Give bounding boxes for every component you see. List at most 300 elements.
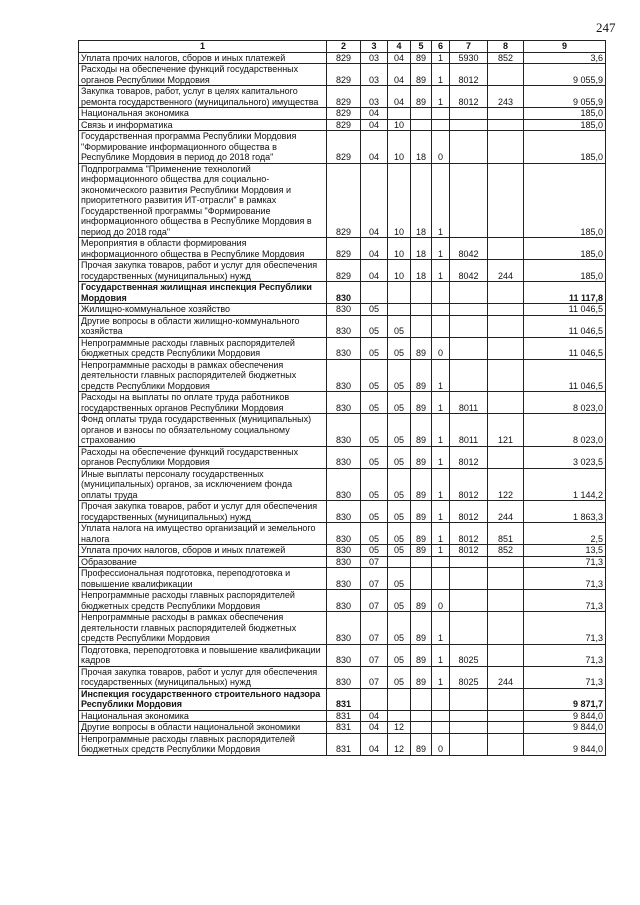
header-row	[79, 41, 606, 53]
table-row	[79, 688, 606, 710]
amount-cell: 11 046,5	[524, 304, 606, 316]
amount-cell: 71,3	[524, 556, 606, 568]
expense-code-cell	[450, 359, 488, 392]
subprogram-code-cell: 1	[432, 163, 450, 238]
subprogram-code-cell	[432, 282, 450, 304]
subsection-code-cell: 05	[388, 446, 411, 468]
section-code-cell: 04	[361, 163, 388, 238]
subsection-code-cell: 10	[388, 260, 411, 282]
subsection-code-cell: 05	[388, 612, 411, 645]
section-code-cell: 07	[361, 666, 388, 688]
header-cell: 8	[488, 41, 524, 53]
section-code-cell: 07	[361, 644, 388, 666]
item-name-cell: Прочая закупка товаров, работ и услуг для обеспечения государственных (муниципальных) нужд	[79, 260, 327, 282]
header-cell: 9	[524, 41, 606, 53]
expense-type-code-cell: 121	[488, 414, 524, 447]
expense-code-cell	[450, 119, 488, 131]
section-code-cell: 04	[361, 238, 388, 260]
expense-type-code-cell	[488, 108, 524, 120]
amount-cell: 9 871,7	[524, 688, 606, 710]
admin-code-cell: 830	[327, 556, 361, 568]
expense-code-cell	[450, 590, 488, 612]
subprogram-code-cell: 1	[432, 545, 450, 557]
admin-code-cell: 830	[327, 282, 361, 304]
item-name-cell: Уплата прочих налогов, сборов и иных платежей	[79, 545, 327, 557]
subsection-code-cell: 04	[388, 64, 411, 86]
item-name-cell: Другие вопросы в области жилищно-коммунального хозяйства	[79, 315, 327, 337]
expense-type-code-cell	[488, 446, 524, 468]
subprogram-code-cell	[432, 568, 450, 590]
amount-cell: 185,0	[524, 163, 606, 238]
admin-code-cell: 830	[327, 304, 361, 316]
program-code-cell: 89	[411, 644, 432, 666]
subsection-code-cell: 05	[388, 359, 411, 392]
subsection-code-cell: 04	[388, 86, 411, 108]
program-code-cell: 89	[411, 468, 432, 501]
admin-code-cell: 829	[327, 131, 361, 164]
subsection-code-cell: 05	[388, 568, 411, 590]
page-number: 247	[596, 20, 616, 35]
subprogram-code-cell: 1	[432, 666, 450, 688]
expense-code-cell: 8012	[450, 545, 488, 557]
program-code-cell	[411, 568, 432, 590]
section-code-cell: 07	[361, 612, 388, 645]
amount-cell: 185,0	[524, 131, 606, 164]
item-name-cell: Государственная жилищная инспекция Республики Мордовия	[79, 282, 327, 304]
table-row	[79, 131, 606, 164]
expense-type-code-cell	[488, 688, 524, 710]
table-row	[79, 337, 606, 359]
header-cell: 7	[450, 41, 488, 53]
subprogram-code-cell: 1	[432, 52, 450, 64]
table-row	[79, 612, 606, 645]
subprogram-code-cell	[432, 556, 450, 568]
program-code-cell: 89	[411, 733, 432, 755]
expense-type-code-cell	[488, 644, 524, 666]
expense-code-cell	[450, 568, 488, 590]
subsection-code-cell: 05	[388, 414, 411, 447]
expense-type-code-cell	[488, 163, 524, 238]
amount-cell: 185,0	[524, 260, 606, 282]
expense-type-code-cell	[488, 710, 524, 722]
admin-code-cell: 831	[327, 733, 361, 755]
table-row	[79, 52, 606, 64]
section-code-cell: 05	[361, 337, 388, 359]
table-row	[79, 304, 606, 316]
section-code-cell	[361, 688, 388, 710]
admin-code-cell: 830	[327, 468, 361, 501]
item-name-cell: Жилищно-коммунальное хозяйство	[79, 304, 327, 316]
admin-code-cell: 829	[327, 52, 361, 64]
table-row	[79, 722, 606, 734]
section-code-cell: 04	[361, 722, 388, 734]
section-code-cell: 04	[361, 131, 388, 164]
expense-code-cell	[450, 163, 488, 238]
program-code-cell: 89	[411, 359, 432, 392]
item-name-cell: Непрограммные расходы главных распорядителей бюджетных средств Республики Мордовия	[79, 733, 327, 755]
item-name-cell: Непрограммные расходы в рамках обеспечения деятельности главных распорядителей бюджетных средств Республики Мордовия	[79, 612, 327, 645]
header-cell: 6	[432, 41, 450, 53]
section-code-cell: 05	[361, 304, 388, 316]
admin-code-cell: 830	[327, 612, 361, 645]
section-code-cell: 03	[361, 52, 388, 64]
admin-code-cell: 830	[327, 315, 361, 337]
section-code-cell: 05	[361, 359, 388, 392]
subprogram-code-cell: 1	[432, 64, 450, 86]
admin-code-cell: 830	[327, 666, 361, 688]
subsection-code-cell: 05	[388, 315, 411, 337]
item-name-cell: Подпрограмма "Применение технологий информационного общества для социально-экономического развития Республики Мордовия и приоритетного развития ИТ-отрасли" в рамках Государственной программы "Формирование информационного общества в Республике Мордовия в период до 2018 года"	[79, 163, 327, 238]
admin-code-cell: 830	[327, 392, 361, 414]
admin-code-cell: 830	[327, 446, 361, 468]
section-code-cell: 05	[361, 392, 388, 414]
table-row	[79, 710, 606, 722]
item-name-cell: Мероприятия в области формирования информационного общества в Республике Мордовия	[79, 238, 327, 260]
expense-code-cell: 8025	[450, 644, 488, 666]
admin-code-cell: 829	[327, 119, 361, 131]
expense-code-cell: 8012	[450, 523, 488, 545]
expense-code-cell: 8025	[450, 666, 488, 688]
subprogram-code-cell: 1	[432, 359, 450, 392]
expense-type-code-cell: 852	[488, 545, 524, 557]
section-code-cell: 05	[361, 446, 388, 468]
item-name-cell: Инспекция государственного строительного надзора Республики Мордовия	[79, 688, 327, 710]
expense-type-code-cell	[488, 337, 524, 359]
expense-code-cell	[450, 733, 488, 755]
amount-cell: 9 844,0	[524, 733, 606, 755]
subprogram-code-cell: 1	[432, 392, 450, 414]
expense-code-cell: 8011	[450, 414, 488, 447]
subprogram-code-cell: 1	[432, 238, 450, 260]
table-row	[79, 568, 606, 590]
expense-code-cell: 8012	[450, 86, 488, 108]
admin-code-cell: 830	[327, 337, 361, 359]
amount-cell: 9 055,9	[524, 64, 606, 86]
program-code-cell: 89	[411, 545, 432, 557]
amount-cell: 9 844,0	[524, 710, 606, 722]
subsection-code-cell	[388, 688, 411, 710]
subsection-code-cell	[388, 556, 411, 568]
program-code-cell: 89	[411, 52, 432, 64]
amount-cell: 8 023,0	[524, 392, 606, 414]
expense-type-code-cell: 122	[488, 468, 524, 501]
program-code-cell: 89	[411, 590, 432, 612]
program-code-cell	[411, 556, 432, 568]
subprogram-code-cell	[432, 722, 450, 734]
expense-type-code-cell: 243	[488, 86, 524, 108]
expense-type-code-cell	[488, 612, 524, 645]
admin-code-cell: 831	[327, 688, 361, 710]
admin-code-cell: 831	[327, 722, 361, 734]
subprogram-code-cell: 1	[432, 260, 450, 282]
section-code-cell: 05	[361, 414, 388, 447]
item-name-cell: Национальная экономика	[79, 108, 327, 120]
table-row	[79, 86, 606, 108]
expense-code-cell	[450, 315, 488, 337]
expense-code-cell: 8042	[450, 238, 488, 260]
section-code-cell: 05	[361, 501, 388, 523]
amount-cell: 8 023,0	[524, 414, 606, 447]
amount-cell: 185,0	[524, 238, 606, 260]
amount-cell: 185,0	[524, 119, 606, 131]
item-name-cell: Национальная экономика	[79, 710, 327, 722]
item-name-cell: Подготовка, переподготовка и повышение квалификации кадров	[79, 644, 327, 666]
expense-type-code-cell: 851	[488, 523, 524, 545]
table-row	[79, 446, 606, 468]
table-row	[79, 501, 606, 523]
item-name-cell: Уплата налога на имущество организаций и земельного налога	[79, 523, 327, 545]
admin-code-cell: 830	[327, 568, 361, 590]
program-code-cell: 89	[411, 392, 432, 414]
section-code-cell: 07	[361, 568, 388, 590]
table-row	[79, 414, 606, 447]
subprogram-code-cell	[432, 304, 450, 316]
item-name-cell: Образование	[79, 556, 327, 568]
expense-code-cell: 8012	[450, 501, 488, 523]
section-code-cell: 05	[361, 468, 388, 501]
table-row	[79, 644, 606, 666]
subsection-code-cell: 05	[388, 666, 411, 688]
subsection-code-cell: 05	[388, 644, 411, 666]
table-row	[79, 119, 606, 131]
section-code-cell: 04	[361, 119, 388, 131]
subprogram-code-cell: 0	[432, 590, 450, 612]
amount-cell: 1 144,2	[524, 468, 606, 501]
subsection-code-cell: 12	[388, 733, 411, 755]
table-row	[79, 556, 606, 568]
table-row	[79, 163, 606, 238]
subsection-code-cell: 04	[388, 52, 411, 64]
admin-code-cell: 830	[327, 523, 361, 545]
program-code-cell: 89	[411, 666, 432, 688]
amount-cell: 3,6	[524, 52, 606, 64]
amount-cell: 9 055,9	[524, 86, 606, 108]
expense-type-code-cell: 244	[488, 666, 524, 688]
item-name-cell: Связь и информатика	[79, 119, 327, 131]
section-code-cell: 05	[361, 523, 388, 545]
program-code-cell: 89	[411, 414, 432, 447]
expense-code-cell	[450, 722, 488, 734]
subsection-code-cell: 05	[388, 590, 411, 612]
subsection-code-cell	[388, 282, 411, 304]
expense-type-code-cell	[488, 733, 524, 755]
subprogram-code-cell: 1	[432, 612, 450, 645]
program-code-cell: 18	[411, 163, 432, 238]
section-code-cell	[361, 282, 388, 304]
subsection-code-cell	[388, 710, 411, 722]
expense-type-code-cell	[488, 556, 524, 568]
table-row	[79, 523, 606, 545]
amount-cell: 11 117,8	[524, 282, 606, 304]
header-cell: 1	[79, 41, 327, 53]
subsection-code-cell: 05	[388, 468, 411, 501]
table-row	[79, 392, 606, 414]
item-name-cell: Профессиональная подготовка, переподготовка и повышение квалификации	[79, 568, 327, 590]
item-name-cell: Прочая закупка товаров, работ и услуг для обеспечения государственных (муниципальных) нужд	[79, 666, 327, 688]
admin-code-cell: 829	[327, 163, 361, 238]
table-row	[79, 359, 606, 392]
expense-code-cell	[450, 710, 488, 722]
section-code-cell: 04	[361, 710, 388, 722]
program-code-cell	[411, 722, 432, 734]
admin-code-cell: 830	[327, 359, 361, 392]
amount-cell: 71,3	[524, 644, 606, 666]
subprogram-code-cell: 1	[432, 446, 450, 468]
program-code-cell: 18	[411, 131, 432, 164]
expense-code-cell: 8011	[450, 392, 488, 414]
program-code-cell	[411, 688, 432, 710]
expense-code-cell: 5930	[450, 52, 488, 64]
section-code-cell: 07	[361, 556, 388, 568]
subsection-code-cell: 05	[388, 392, 411, 414]
expense-code-cell: 8042	[450, 260, 488, 282]
expense-type-code-cell	[488, 238, 524, 260]
expense-type-code-cell	[488, 304, 524, 316]
subprogram-code-cell: 1	[432, 468, 450, 501]
subsection-code-cell: 05	[388, 545, 411, 557]
table-row	[79, 315, 606, 337]
program-code-cell	[411, 710, 432, 722]
program-code-cell: 18	[411, 238, 432, 260]
budget-table	[78, 40, 606, 756]
header-cell: 4	[388, 41, 411, 53]
program-code-cell: 89	[411, 523, 432, 545]
expense-type-code-cell: 244	[488, 260, 524, 282]
amount-cell: 11 046,5	[524, 315, 606, 337]
expense-code-cell	[450, 612, 488, 645]
expense-code-cell	[450, 688, 488, 710]
expense-code-cell: 8012	[450, 64, 488, 86]
table-row	[79, 108, 606, 120]
expense-code-cell	[450, 556, 488, 568]
subsection-code-cell: 12	[388, 722, 411, 734]
admin-code-cell: 830	[327, 590, 361, 612]
section-code-cell: 04	[361, 108, 388, 120]
subsection-code-cell	[388, 108, 411, 120]
amount-cell: 185,0	[524, 108, 606, 120]
subsection-code-cell: 10	[388, 119, 411, 131]
program-code-cell: 89	[411, 446, 432, 468]
amount-cell: 11 046,5	[524, 359, 606, 392]
admin-code-cell: 831	[327, 710, 361, 722]
section-code-cell: 03	[361, 86, 388, 108]
amount-cell: 71,3	[524, 568, 606, 590]
table-row	[79, 238, 606, 260]
expense-type-code-cell	[488, 131, 524, 164]
item-name-cell: Непрограммные расходы главных распорядителей бюджетных средств Республики Мордовия	[79, 337, 327, 359]
subprogram-code-cell: 0	[432, 131, 450, 164]
subprogram-code-cell: 1	[432, 523, 450, 545]
item-name-cell: Расходы на обеспечение функций государственных органов Республики Мордовия	[79, 446, 327, 468]
program-code-cell	[411, 315, 432, 337]
expense-code-cell	[450, 282, 488, 304]
amount-cell: 13,5	[524, 545, 606, 557]
item-name-cell: Расходы на выплаты по оплате труда работников государственных органов Республики Мордовия	[79, 392, 327, 414]
admin-code-cell: 830	[327, 414, 361, 447]
amount-cell: 2,5	[524, 523, 606, 545]
subsection-code-cell	[388, 304, 411, 316]
program-code-cell	[411, 304, 432, 316]
admin-code-cell: 830	[327, 644, 361, 666]
expense-type-code-cell	[488, 359, 524, 392]
table-row	[79, 733, 606, 755]
expense-code-cell	[450, 304, 488, 316]
header-cell: 2	[327, 41, 361, 53]
table-row	[79, 260, 606, 282]
expense-type-code-cell	[488, 568, 524, 590]
subsection-code-cell: 05	[388, 523, 411, 545]
expense-code-cell	[450, 337, 488, 359]
section-code-cell: 03	[361, 64, 388, 86]
subprogram-code-cell: 1	[432, 414, 450, 447]
table-row	[79, 545, 606, 557]
program-code-cell	[411, 119, 432, 131]
expense-type-code-cell	[488, 119, 524, 131]
program-code-cell	[411, 108, 432, 120]
program-code-cell: 89	[411, 337, 432, 359]
item-name-cell: Государственная программа Республики Мордовия "Формирование информационного общества в Республике Мордовия в период до 2018 года"	[79, 131, 327, 164]
subprogram-code-cell	[432, 119, 450, 131]
expense-code-cell	[450, 108, 488, 120]
subsection-code-cell: 05	[388, 337, 411, 359]
section-code-cell: 07	[361, 590, 388, 612]
subsection-code-cell: 05	[388, 501, 411, 523]
expense-type-code-cell	[488, 722, 524, 734]
program-code-cell: 18	[411, 260, 432, 282]
admin-code-cell: 830	[327, 501, 361, 523]
amount-cell: 71,3	[524, 590, 606, 612]
program-code-cell: 89	[411, 64, 432, 86]
subsection-code-cell: 10	[388, 163, 411, 238]
table-row	[79, 282, 606, 304]
header-cell: 5	[411, 41, 432, 53]
admin-code-cell: 829	[327, 108, 361, 120]
program-code-cell: 89	[411, 501, 432, 523]
program-code-cell: 89	[411, 612, 432, 645]
subsection-code-cell: 10	[388, 131, 411, 164]
admin-code-cell: 829	[327, 260, 361, 282]
expense-type-code-cell	[488, 282, 524, 304]
item-name-cell: Другие вопросы в области национальной экономики	[79, 722, 327, 734]
program-code-cell	[411, 282, 432, 304]
subprogram-code-cell: 1	[432, 86, 450, 108]
program-code-cell: 89	[411, 86, 432, 108]
subprogram-code-cell	[432, 108, 450, 120]
item-name-cell: Закупка товаров, работ, услуг в целях капитального ремонта государственного (муниципального) имущества	[79, 86, 327, 108]
subprogram-code-cell	[432, 315, 450, 337]
subprogram-code-cell	[432, 688, 450, 710]
item-name-cell: Фонд оплаты труда государственных (муниципальных) органов и взносы по обязательному социальному страхованию	[79, 414, 327, 447]
amount-cell: 71,3	[524, 612, 606, 645]
item-name-cell: Непрограммные расходы главных распорядителей бюджетных средств Республики Мордовия	[79, 590, 327, 612]
table-row	[79, 590, 606, 612]
item-name-cell: Непрограммные расходы в рамках обеспечения деятельности главных распорядителей бюджетных средств Республики Мордовия	[79, 359, 327, 392]
amount-cell: 11 046,5	[524, 337, 606, 359]
section-code-cell: 04	[361, 260, 388, 282]
amount-cell: 9 844,0	[524, 722, 606, 734]
admin-code-cell: 829	[327, 86, 361, 108]
item-name-cell: Иные выплаты персоналу государственных (муниципальных) органов, за исключением фонда оплаты труда	[79, 468, 327, 501]
subprogram-code-cell: 0	[432, 733, 450, 755]
item-name-cell: Прочая закупка товаров, работ и услуг для обеспечения государственных (муниципальных) нужд	[79, 501, 327, 523]
table-row	[79, 468, 606, 501]
admin-code-cell: 829	[327, 238, 361, 260]
subprogram-code-cell: 1	[432, 501, 450, 523]
expense-code-cell: 8012	[450, 468, 488, 501]
item-name-cell: Уплата прочих налогов, сборов и иных платежей	[79, 52, 327, 64]
subprogram-code-cell: 1	[432, 644, 450, 666]
expense-code-cell: 8012	[450, 446, 488, 468]
